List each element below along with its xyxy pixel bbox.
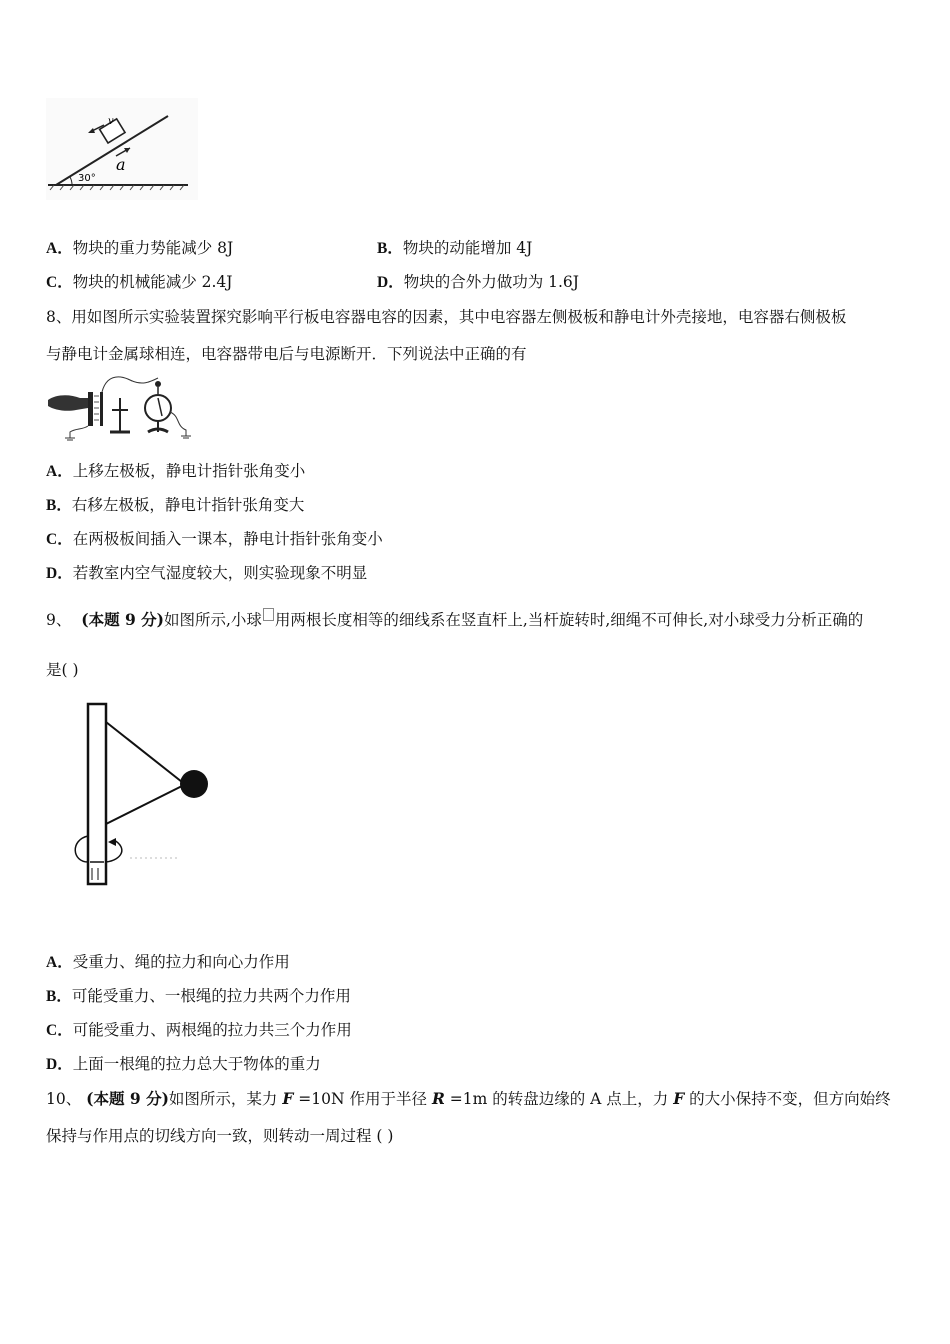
q9-stem-line2: 是( ) — [46, 661, 79, 679]
q8-option-d[interactable]: D．若教室内空气湿度较大，则实验现象不明显 — [46, 564, 368, 582]
rotating-rod-figure — [70, 700, 220, 890]
q10-stem-line2: 保持与作用点的切线方向一致，则转动一周过程 ( ) — [46, 1127, 394, 1145]
q8-stem-line1: 8、用如图所示实验装置探究影响平行板电容器电容的因素，其中电容器左侧极板和静电计外壳接地，电容器右侧极板 — [46, 308, 847, 326]
q7-option-d[interactable]: D．物块的合外力做功为 1.6J — [377, 273, 579, 291]
q8-option-a[interactable]: A．上移左极板，静电计指针张角变小 — [46, 462, 306, 480]
missing-glyph-box — [263, 608, 274, 621]
hand — [48, 395, 88, 411]
q7-option-c[interactable]: C．物块的机械能减少 2.4J — [46, 273, 233, 291]
vertical-rod — [88, 704, 106, 884]
accel-label: a — [116, 155, 126, 174]
q7-option-a[interactable]: A．物块的重力势能减少 8J — [46, 239, 234, 257]
right-plate — [100, 392, 103, 426]
metal-ball — [155, 381, 161, 387]
left-plate — [88, 392, 93, 426]
q9-option-b[interactable]: B．可能受重力、一根绳的拉力共两个力作用 — [46, 987, 351, 1005]
q9-option-c[interactable]: C．可能受重力、两根绳的拉力共三个力作用 — [46, 1021, 352, 1039]
q7-option-b[interactable]: B．物块的动能增加 4J — [377, 239, 533, 257]
ground-wire-right — [170, 412, 186, 436]
upper-string — [106, 722, 182, 782]
incline-figure — [46, 98, 198, 200]
q9-option-a[interactable]: A．受重力、绳的拉力和向心力作用 — [46, 953, 290, 971]
q8-stem-line2: 与静电计金属球相连，电容器带电后与电源断开．下列说法中正确的有 — [46, 345, 527, 363]
velocity-label: v — [108, 116, 114, 127]
ground-wire-left — [70, 426, 88, 438]
connecting-wire — [102, 377, 158, 392]
q8-option-b[interactable]: B．右移左极板，静电计指针张角变大 — [46, 496, 305, 514]
angle-label: 30° — [78, 173, 96, 184]
q9-stem-line1: 9、 (本题 9 分)如图所示,小球 用两根长度相等的细线系在竖直杆上,当杆旋转时,细绳不可伸长,对小球受力分析正确的 — [46, 610, 864, 629]
capacitor-electrometer-figure — [46, 372, 196, 444]
q8-option-c[interactable]: C．在两极板间插入一课本，静电计指针张角变小 — [46, 530, 383, 548]
lower-string — [106, 786, 182, 824]
ball — [180, 770, 208, 798]
q10-stem-line1: 10、 (本题 9 分)如图所示，某力 F =10N 作用于半径 R =1m 的转盘边缘的 A 点上，力 F 的大小保持不变，但方向始终 — [46, 1089, 891, 1108]
q9-option-d[interactable]: D．上面一根绳的拉力总大于物体的重力 — [46, 1055, 321, 1073]
